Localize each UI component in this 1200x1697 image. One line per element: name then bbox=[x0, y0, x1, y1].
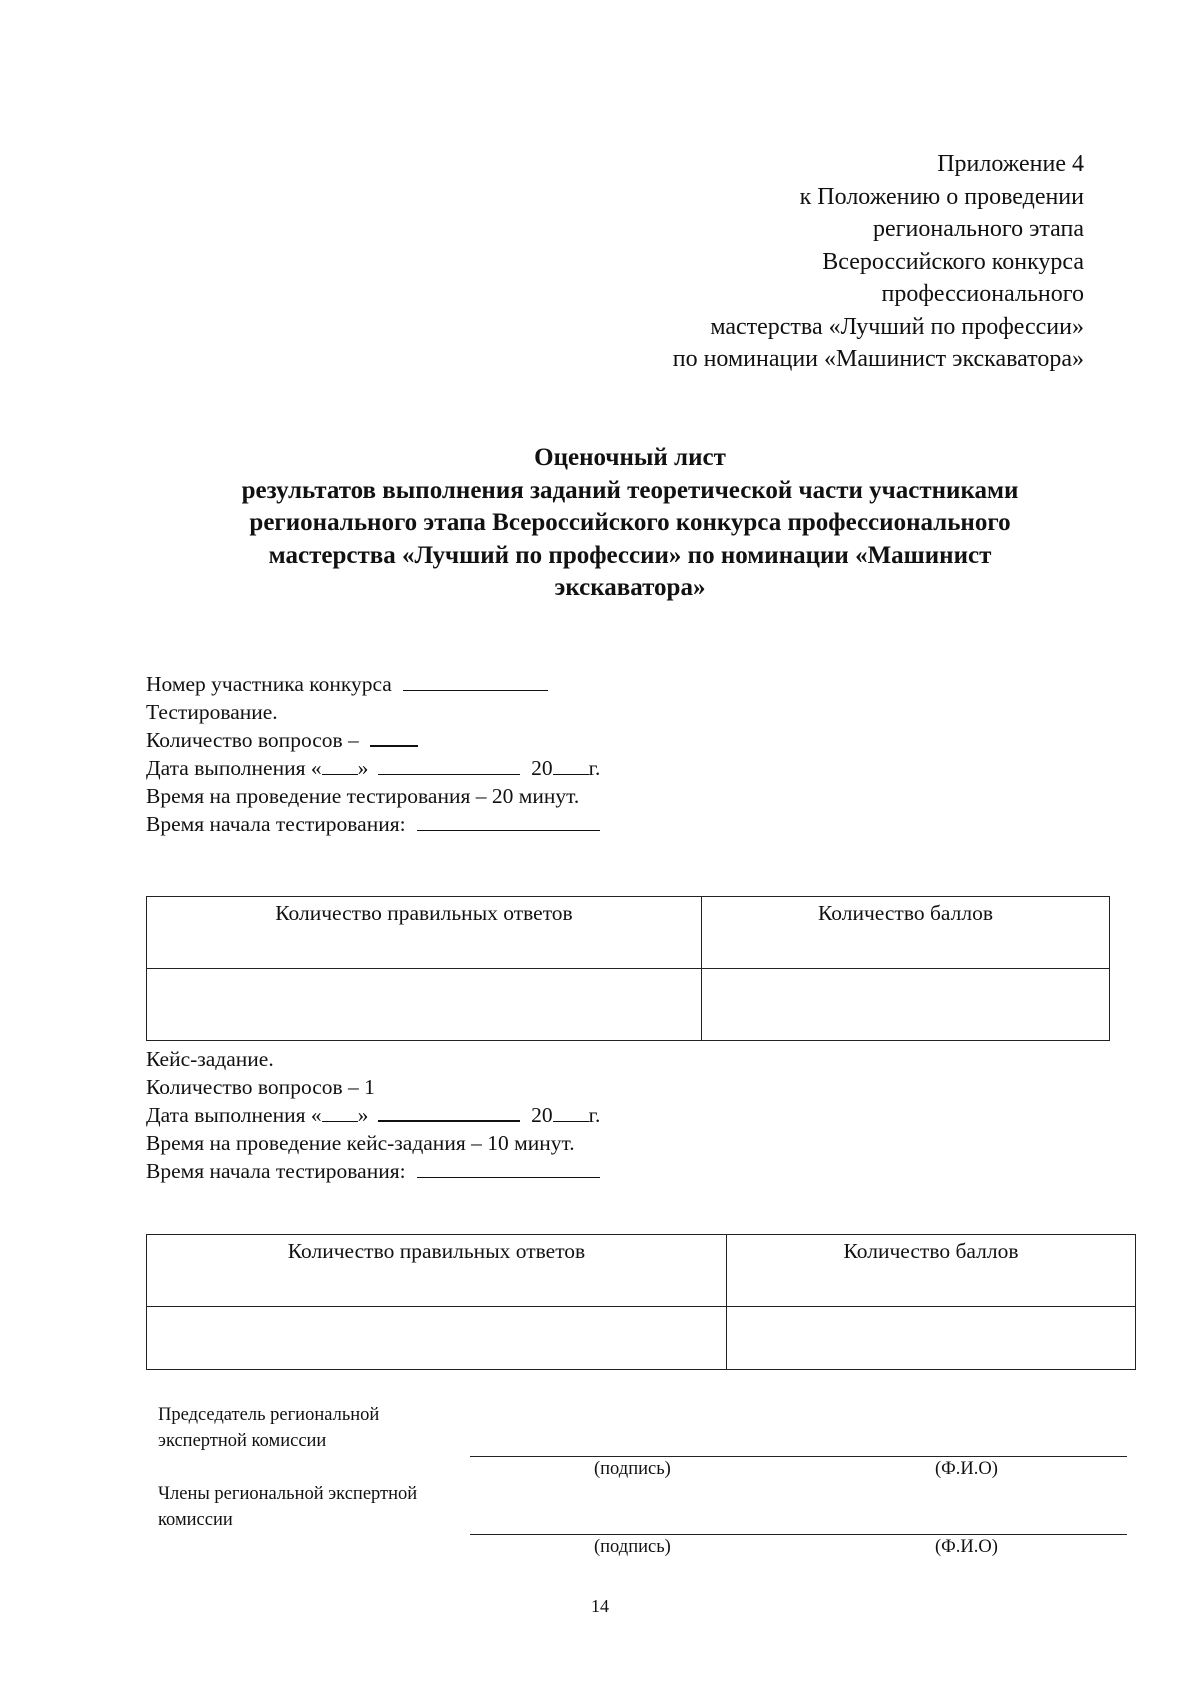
testing-duration: Время на проведение тестирования – 20 минут. bbox=[146, 784, 580, 808]
page-number: 14 bbox=[591, 1596, 609, 1616]
case-task-section bbox=[146, 1045, 600, 1185]
date-year-prefix: 20 bbox=[531, 1103, 553, 1127]
title-line: Оценочный лист bbox=[534, 444, 726, 471]
testing-results-table bbox=[146, 896, 1110, 1041]
date-suffix: г. bbox=[588, 1103, 601, 1127]
appendix-line: Приложение 4 bbox=[937, 151, 1084, 177]
chair-label bbox=[158, 1402, 379, 1454]
chair-signature-line[interactable] bbox=[470, 1456, 1127, 1457]
testing-date-row bbox=[146, 754, 600, 782]
title-line: результатов выполнения заданий теоретической части участниками bbox=[241, 476, 1019, 504]
case-task-title: Кейс-задание. bbox=[146, 1047, 274, 1071]
table-header-row bbox=[147, 1235, 1136, 1307]
date-prefix: Дата выполнения « bbox=[146, 1103, 322, 1127]
date-day-field[interactable] bbox=[322, 755, 358, 775]
date-year-field[interactable] bbox=[553, 1102, 589, 1122]
members-label-line: комиссии bbox=[158, 1510, 233, 1530]
participant-number-field[interactable] bbox=[403, 671, 548, 691]
header-score: Количество баллов bbox=[702, 897, 1110, 969]
testing-questions-label: Количество вопросов – bbox=[146, 728, 359, 752]
correct-answers-cell[interactable] bbox=[147, 1307, 727, 1370]
title-line: мастерства «Лучший по профессии» по номинации «Машинист bbox=[268, 541, 992, 569]
chair-label-line: экспертной комиссии bbox=[158, 1431, 327, 1451]
participant-number-row bbox=[146, 670, 600, 698]
appendix-line: регионального этапа bbox=[873, 216, 1084, 242]
date-suffix: г. bbox=[588, 756, 601, 780]
date-mid: » bbox=[357, 1103, 369, 1127]
testing-questions-field[interactable] bbox=[370, 726, 418, 747]
testing-questions-row bbox=[146, 726, 600, 754]
case-task-date-row bbox=[146, 1101, 600, 1129]
appendix-header bbox=[673, 148, 1084, 376]
testing-title: Тестирование. bbox=[146, 700, 278, 724]
date-mid: » bbox=[357, 756, 369, 780]
date-year-field[interactable] bbox=[553, 755, 589, 775]
appendix-line: по номинации «Машинист экскаватора» bbox=[672, 346, 1084, 372]
date-prefix: Дата выполнения « bbox=[146, 756, 322, 780]
score-cell[interactable] bbox=[702, 969, 1110, 1041]
members-label bbox=[158, 1481, 417, 1533]
appendix-line: Всероссийского конкурса bbox=[822, 248, 1084, 275]
correct-answers-cell[interactable] bbox=[147, 969, 702, 1041]
header-correct-answers: Количество правильных ответов bbox=[147, 897, 702, 969]
date-month-field[interactable] bbox=[378, 755, 520, 775]
chair-label-line: Председатель региональной bbox=[158, 1405, 380, 1425]
appendix-line: мастерства «Лучший по профессии» bbox=[710, 313, 1084, 340]
document-title bbox=[140, 442, 1120, 605]
header-score: Количество баллов bbox=[727, 1235, 1136, 1307]
testing-section bbox=[146, 670, 600, 838]
testing-start-field[interactable] bbox=[417, 811, 600, 831]
members-signature-caption: (подпись) bbox=[594, 1537, 671, 1557]
title-line: экскаватора» bbox=[554, 574, 706, 601]
testing-start-row bbox=[146, 810, 600, 838]
case-task-questions: Количество вопросов – 1 bbox=[146, 1075, 375, 1099]
score-cell[interactable] bbox=[727, 1307, 1136, 1370]
table-header-row bbox=[147, 897, 1110, 969]
header-correct-answers: Количество правильных ответов bbox=[147, 1235, 727, 1307]
appendix-line: профессионального bbox=[881, 281, 1084, 307]
case-task-results-table bbox=[146, 1234, 1136, 1370]
table-row bbox=[147, 1307, 1136, 1370]
case-task-start-row bbox=[146, 1157, 600, 1185]
appendix-line: к Положению о проведении bbox=[799, 183, 1084, 210]
members-signature-line[interactable] bbox=[470, 1534, 1127, 1535]
chair-name-caption: (Ф.И.О) bbox=[935, 1459, 998, 1479]
case-task-duration: Время на проведение кейс-задания – 10 минут. bbox=[146, 1131, 575, 1155]
table-row bbox=[147, 969, 1110, 1041]
date-month-field[interactable] bbox=[378, 1101, 520, 1122]
chair-signature-caption: (подпись) bbox=[594, 1459, 671, 1479]
case-task-start-field[interactable] bbox=[417, 1158, 600, 1178]
members-name-caption: (Ф.И.О) bbox=[935, 1537, 998, 1557]
testing-start-label: Время начала тестирования: bbox=[146, 812, 406, 836]
participant-number-label: Номер участника конкурса bbox=[146, 672, 392, 696]
date-year-prefix: 20 bbox=[531, 756, 553, 780]
case-task-start-label: Время начала тестирования: bbox=[146, 1159, 406, 1183]
date-day-field[interactable] bbox=[322, 1102, 358, 1122]
members-label-line: Члены региональной экспертной bbox=[158, 1484, 418, 1504]
title-line: регионального этапа Всероссийского конкурса профессионального bbox=[249, 509, 1011, 536]
